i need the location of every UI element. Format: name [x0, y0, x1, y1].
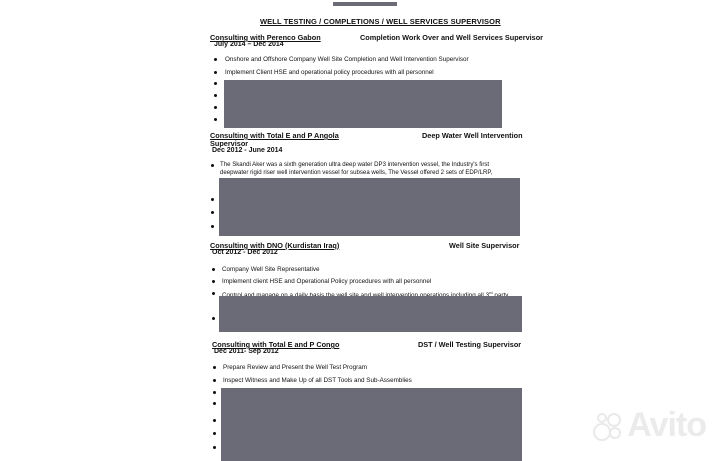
bullet-item: Implement client HSE and Operational Policy procedures with all personnel — [222, 278, 432, 285]
paragraph-line: deepwater rigid riser well intervention vessel for subsea wells, The Vessel offered 2 sets of EDP/LRP, — [220, 169, 493, 176]
bullet-dot — [213, 446, 216, 449]
bullet-dot — [213, 379, 216, 382]
bullet-dot — [214, 118, 217, 121]
paragraph-line: The Skandi Aker was a sixth generation ultra deep water DP3 intervention vessel, the Industry's first — [220, 161, 490, 168]
job-role: Deep Water Well Intervention — [422, 131, 523, 140]
employment-dates: July 2014 – Dec 2014 — [214, 41, 284, 48]
bullet-dot — [213, 402, 216, 405]
bullet-item: Onshore and Offshore Company Well Site Completion and Well Intervention Supervisor — [225, 56, 469, 63]
redaction-block — [219, 178, 520, 236]
bullet-item: Inspect Witness and Make Up of all DST Tools and Sub-Assemblies — [223, 377, 412, 384]
job-role: Completion Work Over and Well Services Supervisor — [360, 33, 544, 42]
avito-watermark — [591, 406, 706, 445]
bullet-item: Prepare Review and Present the Well Test Program — [223, 364, 367, 371]
company-name: Consulting with Perenco Gabon — [210, 33, 321, 42]
bullet-item: rd — [489, 290, 493, 295]
redaction-block — [219, 296, 522, 332]
employment-dates: Oct 2012 - Dec 2012 — [212, 249, 278, 256]
bullet-item: Company Well Site Representative — [222, 266, 320, 273]
bullet-dot — [212, 292, 215, 295]
bullet-dot — [213, 432, 216, 435]
watermark-text: Avito — [627, 406, 706, 444]
redaction-block — [221, 388, 522, 461]
bullet-dot — [211, 164, 214, 167]
bullet-dot — [213, 391, 216, 394]
avito-logo-icon — [591, 411, 625, 441]
bullet-dot — [211, 211, 214, 214]
bullet-dot — [214, 82, 217, 85]
bullet-item: Implement Client HSE and operational policy procedures with all personnel — [225, 69, 434, 76]
bullet-dot — [212, 317, 215, 320]
bullet-dot — [213, 366, 216, 369]
bullet-dot — [211, 198, 214, 201]
company-name: Consulting with Total E and P Congo — [212, 340, 340, 349]
bullet-dot — [213, 419, 216, 422]
redaction-block — [224, 80, 502, 128]
bullet-dot — [214, 106, 217, 109]
bullet-dot — [212, 280, 215, 283]
job-role: Well Site Supervisor — [449, 241, 520, 250]
company-name: Consulting with DNO (Kurdistan Iraq) — [210, 241, 340, 250]
bullet-dot — [214, 71, 217, 74]
bullet-dot — [214, 58, 217, 61]
company-name: Consulting with Total E and P Angola — [210, 131, 339, 140]
bullet-dot — [211, 225, 214, 228]
employment-dates: Dec 2012 - June 2014 — [212, 147, 283, 154]
job-role: DST / Well Testing Supervisor — [418, 340, 522, 349]
job-role-continued: Supervisor — [210, 139, 249, 148]
bullet-dot — [214, 94, 217, 97]
employment-dates: Dec 2011- Sep 2012 — [214, 348, 279, 355]
bullet-dot — [212, 268, 215, 271]
header-redaction-bar — [333, 2, 397, 6]
document-title: WELL TESTING / COMPLETIONS / WELL SERVICES SUPERVISOR — [260, 17, 501, 26]
